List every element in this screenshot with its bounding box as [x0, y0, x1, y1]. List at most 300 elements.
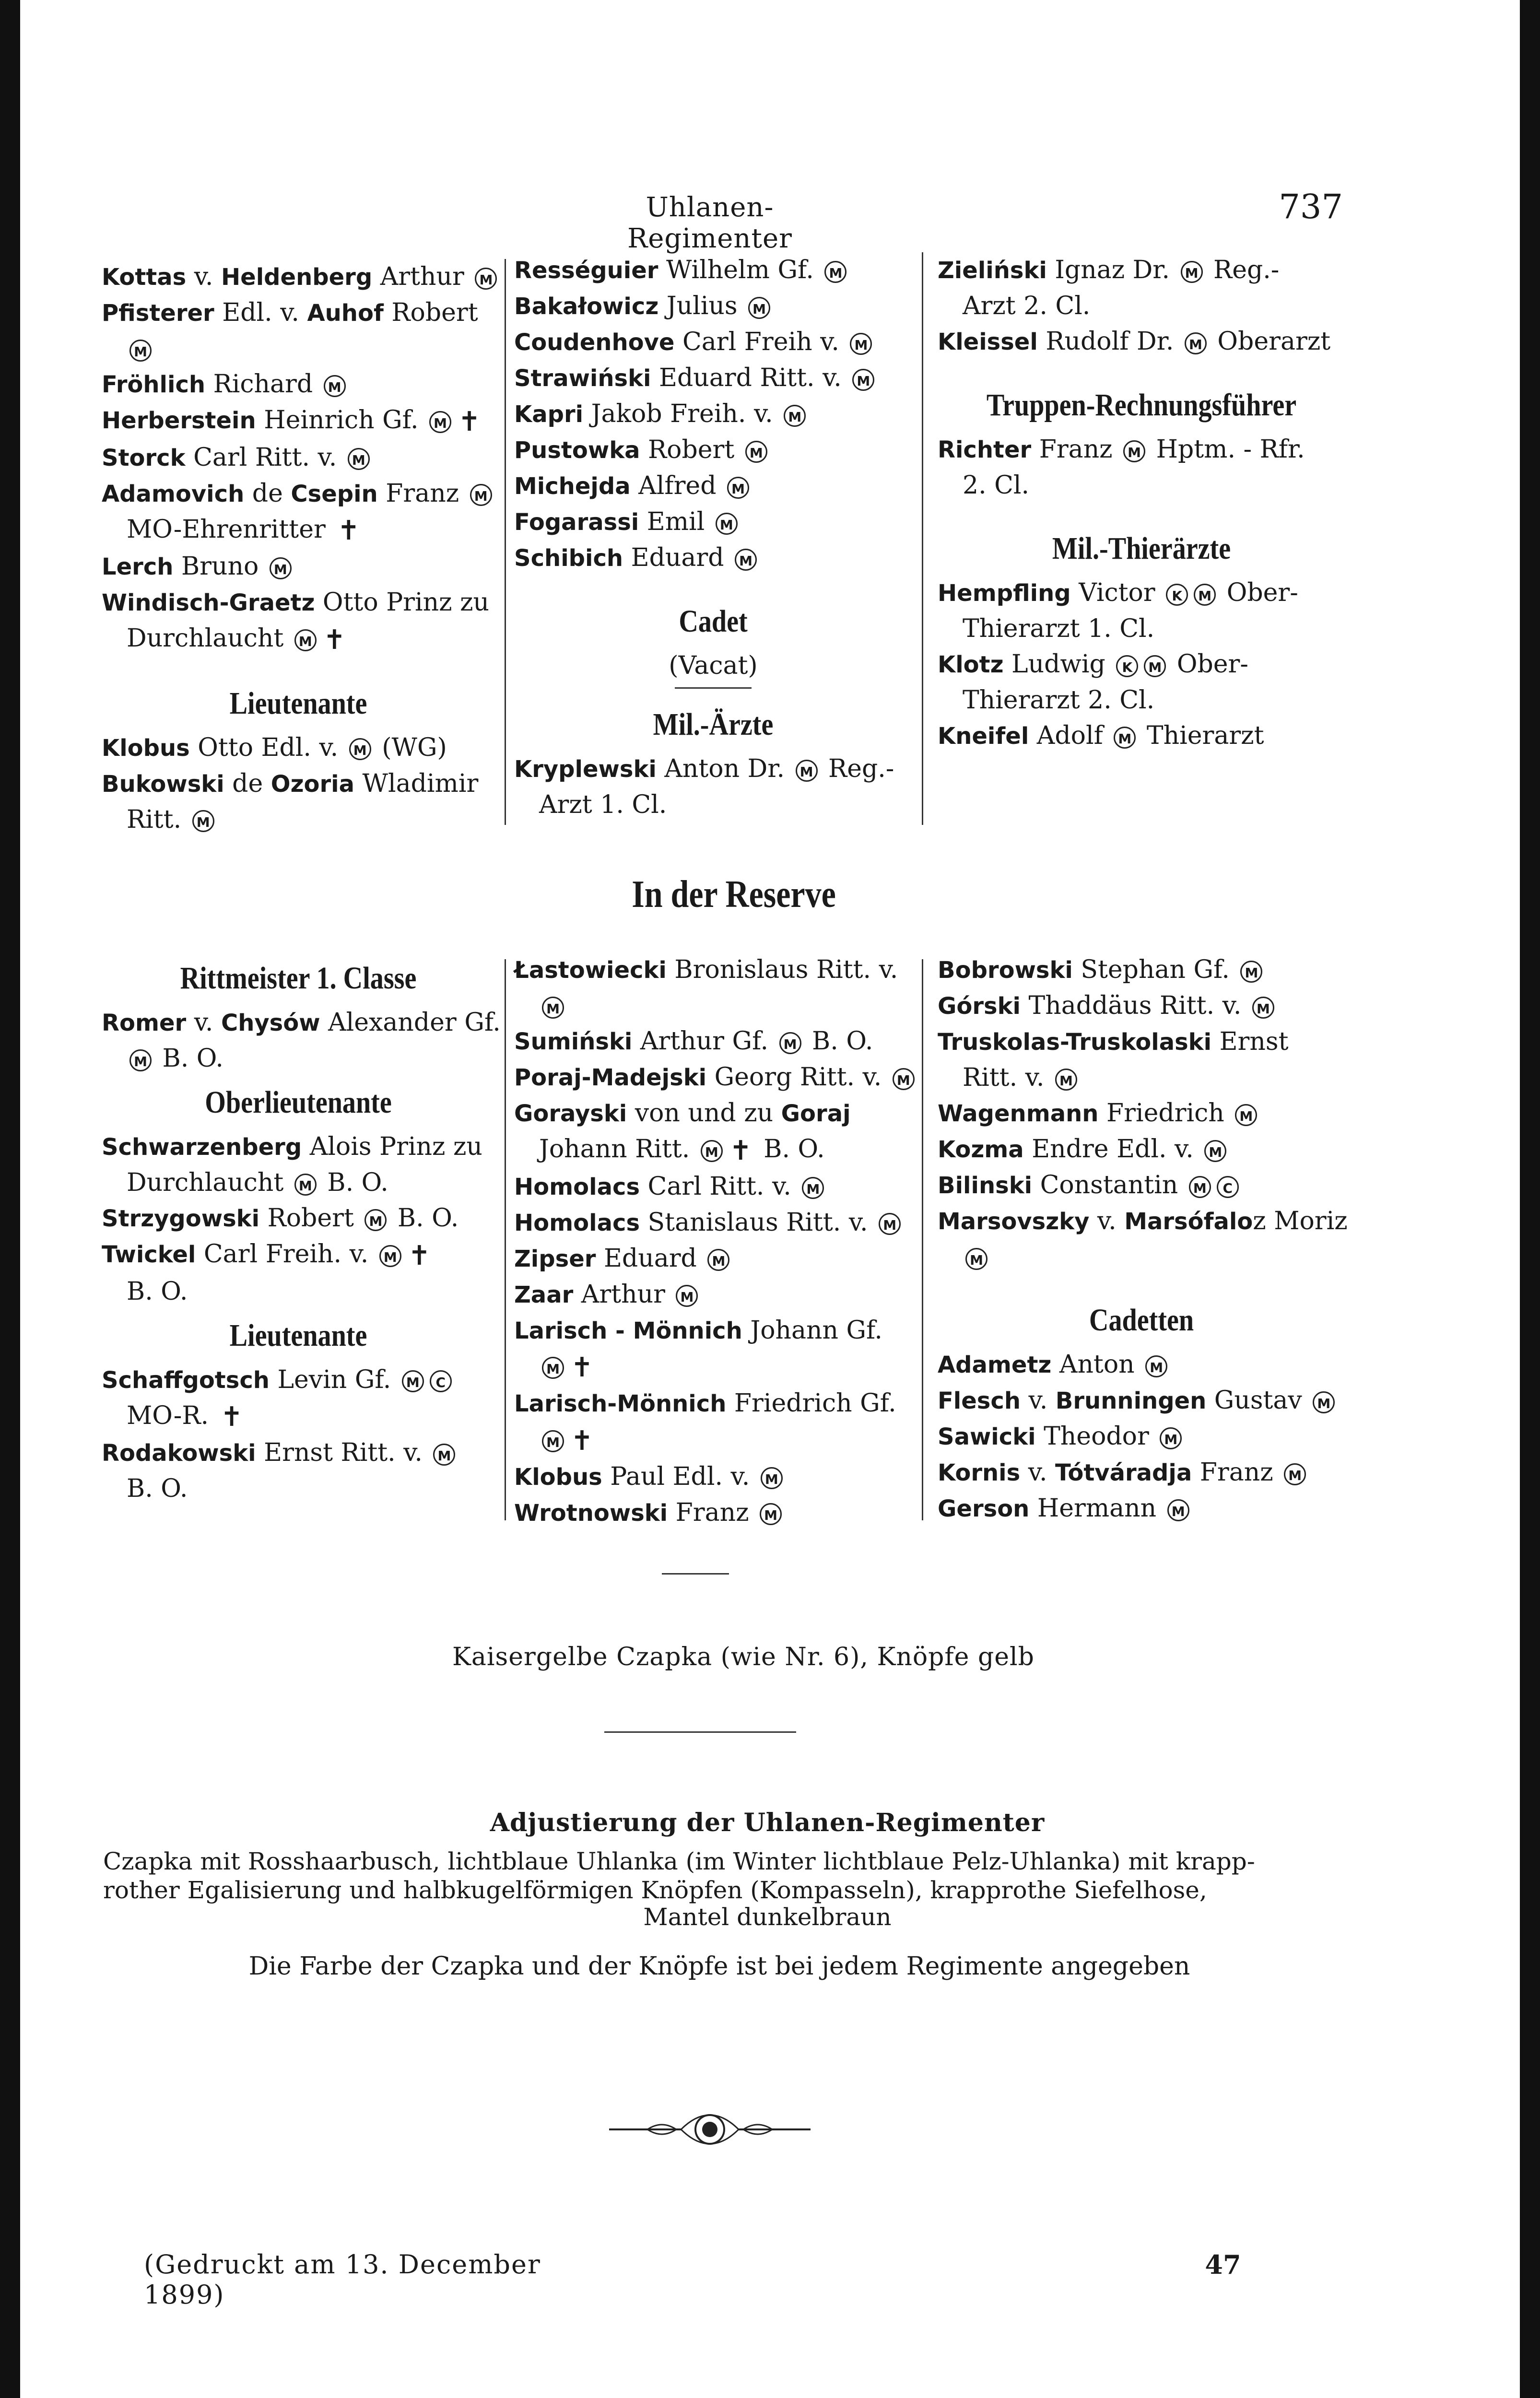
list-item	[102, 802, 495, 837]
entry-text: Wilhelm Gf.	[658, 256, 822, 284]
list-item	[102, 1398, 495, 1435]
column-divider	[922, 959, 923, 1520]
list-item	[938, 952, 1345, 988]
section-heading-cadet: Cadet	[679, 604, 748, 639]
reserve-column-3	[938, 952, 1348, 1527]
list-item	[514, 1059, 912, 1095]
entry-text: Arthur	[573, 1280, 673, 1309]
entry-text: Victor	[1070, 578, 1164, 607]
cross-icon: ✝	[729, 1135, 752, 1166]
medal-m-mark: M	[965, 1248, 987, 1270]
section-heading-truppen: Truppen-Rechnungsführer	[986, 388, 1297, 423]
medal-m-mark: M	[402, 1370, 424, 1392]
entry-text: Eduard	[623, 543, 732, 572]
medal-m-mark: M	[542, 1357, 564, 1379]
medal-m-mark: M	[761, 1467, 783, 1489]
surname: Goraj	[781, 1100, 851, 1127]
entry-text: Ernst	[1211, 1027, 1289, 1056]
cross-icon: ✝	[408, 1240, 431, 1271]
surname: Coudenhove	[514, 329, 675, 356]
list-item	[938, 288, 1345, 324]
medal-m-mark: M	[727, 477, 749, 499]
entry-text: Thierarzt	[1139, 721, 1264, 750]
medal-m-mark: M	[676, 1285, 698, 1307]
list-item	[514, 952, 912, 988]
list-item	[102, 1129, 495, 1165]
entry-text: Franz	[1192, 1458, 1281, 1487]
list-item	[102, 1165, 495, 1200]
surname: Pustowka	[514, 437, 640, 464]
surname: Rodakowski	[102, 1440, 256, 1467]
section-heading-lieutenante: Lieutenante	[229, 685, 367, 721]
cross-icon: ✝	[571, 1425, 593, 1457]
medal-c-mark: C	[430, 1370, 452, 1392]
cross-icon: ✝	[220, 1401, 243, 1433]
printed-date: (Gedruckt am 13. December 1899)	[144, 2249, 541, 2310]
list-item	[938, 647, 1345, 682]
entry-text: Richard	[205, 370, 321, 399]
list-item	[102, 730, 495, 766]
entry-text: Julius	[658, 292, 746, 320]
cross-icon: ✝	[571, 1352, 593, 1383]
list-item	[102, 1041, 495, 1076]
list-item	[938, 575, 1345, 611]
list-item	[514, 288, 912, 324]
adjustierung-line-1: Czapka mit Rosshaarbusch, lichtblaue Uhlanka (im Winter lichtblaue Pelz-Uhlanka) mit krapp-	[103, 1847, 1255, 1875]
page-number: 737	[1279, 187, 1343, 226]
entry-text: Ludwig	[1003, 650, 1114, 679]
entry-text: Carl Ritt. v.	[185, 443, 345, 472]
list-item	[102, 549, 495, 585]
entry-text: B. O.	[154, 1044, 223, 1073]
medal-m-mark: M	[1284, 1463, 1306, 1485]
surname: Windisch-Graetz	[102, 589, 315, 616]
surname: Brunningen	[1055, 1387, 1207, 1414]
surname: Marsovszky	[938, 1208, 1090, 1235]
entry-text: Adolf	[1029, 721, 1111, 750]
surname: Sumiński	[514, 1028, 633, 1055]
list-item	[102, 440, 495, 476]
entry-text: Anton	[1051, 1350, 1143, 1379]
list-item	[514, 252, 912, 288]
surname: Fogarassi	[514, 509, 639, 536]
section-heading-oberlieutenante: Oberlieutenante	[205, 1085, 392, 1120]
surname: Tótváradja	[1055, 1459, 1192, 1486]
surname: Schibich	[514, 545, 623, 572]
reserve-column-2	[514, 952, 912, 1531]
entry-text: de	[244, 479, 291, 508]
list-item	[938, 1024, 1345, 1060]
top-column-2	[514, 252, 912, 823]
list-item	[514, 1349, 912, 1386]
page-title: Uhlanen-Regimenter	[627, 192, 792, 254]
entry-text: Stanislaus Ritt. v.	[640, 1208, 876, 1237]
medal-m-mark: M	[542, 997, 564, 1019]
list-item	[102, 512, 495, 549]
surname: Klobus	[102, 734, 190, 762]
list-item	[102, 766, 495, 802]
medal-m-mark: M	[784, 405, 806, 427]
medal-k-mark: K	[1116, 655, 1138, 677]
entry-text: Robert	[640, 435, 742, 464]
surname: Marsófalo	[1124, 1208, 1253, 1235]
entry-text: v.	[186, 1008, 221, 1037]
surname: Truskolas-Truskolaski	[938, 1029, 1212, 1056]
surname: Łastowiecki	[514, 957, 667, 984]
entry-text: (WG)	[374, 733, 447, 762]
list-item	[938, 1060, 1345, 1095]
entry-text: Ignaz Dr.	[1046, 256, 1178, 284]
entry-text: Durchlaucht	[127, 624, 292, 653]
entry-text: Robert	[259, 1204, 362, 1233]
entry-text: Hptm. - Rfr.	[1148, 435, 1305, 464]
cross-icon: ✝	[337, 515, 360, 546]
list-item	[514, 1277, 912, 1313]
list-item	[938, 252, 1345, 288]
surname: Flesch	[938, 1387, 1021, 1414]
surname: Zieliński	[938, 257, 1047, 284]
surname: Kottas	[102, 264, 187, 291]
entry-text: Levin Gf.	[269, 1365, 399, 1394]
entry-text: B. O.	[127, 1474, 188, 1503]
medal-m-mark: M	[701, 1140, 723, 1162]
surname: Sawicki	[938, 1423, 1036, 1450]
entry-text: Constantin	[1032, 1171, 1186, 1199]
entry-text: MO-Ehrenritter	[127, 515, 334, 544]
entry-text: Edl. v.	[214, 298, 307, 327]
entry-text: Thaddäus Ritt. v.	[1021, 991, 1249, 1020]
adjustierung-line-2: rother Egalisierung und halbkugelförmigen Knöpfen (Kompasseln), krapprothe Siefelhose,	[103, 1876, 1207, 1904]
surname: Bobrowski	[938, 957, 1073, 984]
surname: Kryplewski	[514, 756, 657, 783]
entry-text: Franz	[668, 1498, 757, 1527]
surname: Csepin	[291, 480, 378, 507]
ornament-divider	[609, 2110, 811, 2149]
list-item	[938, 1167, 1345, 1203]
entry-text: Friedrich Gf.	[726, 1389, 896, 1418]
surname: Adametz	[938, 1352, 1052, 1378]
cross-icon: ✝	[458, 406, 481, 437]
surname: Twickel	[102, 1241, 196, 1268]
list-item	[938, 1383, 1345, 1419]
list-item	[938, 324, 1345, 360]
list-item	[938, 432, 1345, 468]
medal-m-mark: M	[850, 333, 872, 355]
surname: Homolacs	[514, 1209, 640, 1236]
entry-text: Carl Freih v.	[674, 328, 847, 356]
medal-m-mark: M	[294, 629, 317, 651]
section-heading-rittmeister: Rittmeister 1. Classe	[180, 961, 417, 996]
list-item	[514, 1313, 912, 1349]
entry-text: Robert	[383, 298, 478, 327]
entry-text: Eduard	[596, 1244, 705, 1273]
entry-text: Hermann	[1029, 1494, 1164, 1523]
medal-m-mark: M	[748, 297, 770, 319]
list-item	[514, 396, 912, 432]
entry-text: Arzt 1. Cl.	[539, 790, 667, 819]
list-item	[514, 504, 912, 540]
entry-text: Wladimir	[354, 769, 479, 798]
entry-text: Thierarzt 2. Cl.	[963, 686, 1155, 715]
surname: Auhof	[307, 300, 384, 327]
entry-text: Rudolf Dr.	[1037, 327, 1182, 356]
section-title-reserve: In der Reserve	[632, 873, 836, 916]
entry-text: Arthur	[372, 262, 472, 291]
entry-text: Ober-	[1219, 578, 1298, 607]
surname: Kapri	[514, 401, 584, 428]
vacat-note: (Vacat)	[669, 651, 758, 680]
divider-rule	[662, 1573, 729, 1575]
list-item	[938, 682, 1345, 718]
medal-m-mark: M	[716, 513, 738, 535]
medal-m-mark: M	[1055, 1069, 1077, 1091]
list-item	[514, 1023, 912, 1059]
list-item	[514, 324, 912, 360]
surname: Herberstein	[102, 407, 256, 434]
surname: Strzygowski	[102, 1205, 260, 1232]
medal-m-mark: M	[433, 1444, 455, 1466]
entry-text: Stephan Gf.	[1072, 955, 1238, 984]
medal-m-mark: M	[1189, 1176, 1211, 1198]
entry-text: Heinrich Gf.	[256, 406, 427, 435]
surname: Schwarzenberg	[102, 1134, 302, 1161]
list-item	[514, 1386, 912, 1422]
medal-m-mark: M	[1123, 440, 1145, 462]
medal-m-mark: M	[429, 411, 451, 433]
medal-m-mark: M	[1252, 997, 1274, 1019]
entry-text: Arzt 2. Cl.	[963, 292, 1091, 320]
entry-text: Bronislaus Ritt. v.	[666, 955, 898, 984]
list-item	[514, 751, 912, 787]
list-item	[514, 1205, 912, 1241]
list-item	[102, 1471, 495, 1506]
list-item	[514, 1169, 912, 1205]
surname: Kornis	[938, 1459, 1021, 1486]
entry-text: Ober-	[1169, 650, 1248, 679]
surname: Rességuier	[514, 257, 658, 284]
surname: Strawiński	[514, 365, 651, 392]
signature-mark: 47	[1205, 2249, 1241, 2280]
list-item	[102, 366, 495, 402]
surname: Zaar	[514, 1281, 574, 1308]
medal-m-mark: M	[852, 369, 874, 391]
medal-m-mark: M	[1204, 1140, 1226, 1162]
medal-m-mark: M	[542, 1430, 564, 1452]
surname: Richter	[938, 436, 1032, 463]
entry-text: Franz	[1031, 435, 1121, 464]
medal-m-mark: M	[745, 441, 767, 463]
medal-m-mark: M	[364, 1209, 387, 1231]
entry-text: von und zu	[627, 1099, 781, 1128]
surname: Heldenberg	[221, 264, 373, 291]
entry-text: Otto Prinz zu	[315, 588, 489, 617]
list-item	[938, 1419, 1345, 1455]
medal-k-mark: K	[1166, 584, 1188, 606]
surname: Bilinski	[938, 1172, 1033, 1199]
entry-text: Moriz	[1266, 1207, 1348, 1235]
entry-text: Paul Edl. v.	[602, 1462, 758, 1491]
medal-m-mark: M	[1194, 584, 1216, 606]
surname: Klotz	[938, 651, 1004, 678]
list-item	[938, 1131, 1345, 1167]
surname: Larisch-Mönnich	[514, 1390, 727, 1417]
medal-m-mark: M	[802, 1177, 824, 1199]
surname: Schaffgotsch	[102, 1366, 270, 1394]
uniform-note: Kaisergelbe Czapka (wie Nr. 6), Knöpfe gelb	[452, 1643, 1035, 1671]
entry-text: Carl Freih. v.	[196, 1240, 376, 1269]
entry-text: B. O.	[319, 1168, 388, 1197]
surname: Zipser	[514, 1245, 596, 1272]
list-item	[938, 1239, 1345, 1275]
list-item	[102, 1435, 495, 1471]
entry-text: Endre Edl. v.	[1023, 1135, 1202, 1164]
list-item	[514, 1422, 912, 1459]
entry-text: de	[224, 769, 271, 798]
surname: Storck	[102, 444, 186, 471]
entry-text: v.	[1089, 1207, 1125, 1235]
entry-text: Thierarzt 1. Cl.	[963, 614, 1155, 643]
column-divider	[505, 259, 506, 825]
adjustierung-title: Adjustierung der Uhlanen-Regimenter	[490, 1808, 1045, 1837]
list-item	[938, 468, 1345, 503]
surname: Wagenmann	[938, 1100, 1099, 1127]
list-item	[938, 611, 1345, 647]
medal-m-mark: M	[475, 268, 497, 290]
list-item	[514, 360, 912, 396]
list-item	[514, 1131, 912, 1169]
entry-text: Ernst Ritt. v.	[256, 1438, 431, 1467]
list-item	[514, 1095, 912, 1131]
entry-text: Ritt.	[127, 805, 189, 834]
medal-m-mark: M	[707, 1249, 729, 1271]
medal-m-mark: M	[1181, 261, 1203, 283]
list-item	[514, 540, 912, 576]
entry-text: Bruno	[173, 552, 267, 581]
entry-text: Johann Gf.	[742, 1316, 882, 1345]
list-item	[102, 1200, 495, 1236]
medal-c-mark: C	[1217, 1176, 1239, 1198]
medal-m-mark: M	[1235, 1104, 1257, 1126]
surname: Romer	[102, 1010, 187, 1036]
list-item	[102, 331, 495, 366]
list-item	[102, 1362, 495, 1398]
entry-text: Georg Ritt. v.	[706, 1063, 890, 1092]
entry-text: Anton Dr.	[656, 754, 793, 783]
entry-text: v.	[1021, 1386, 1056, 1415]
list-item	[102, 1005, 501, 1041]
medal-m-mark: M	[760, 1503, 782, 1525]
list-item	[514, 787, 912, 823]
section-heading-aerzte: Mil.-Ärzte	[653, 707, 774, 742]
medal-m-mark: M	[1185, 332, 1207, 354]
section-heading-thieraerzte: Mil.-Thierärzte	[1052, 531, 1231, 566]
entry-text: Alfred	[630, 471, 725, 500]
entry-text: Gustav	[1206, 1386, 1310, 1415]
medal-m-mark: M	[294, 1174, 317, 1196]
list-item	[102, 1274, 495, 1309]
medal-m-mark: M	[129, 340, 152, 362]
section-heading-lieutenante: Lieutenante	[229, 1317, 367, 1353]
surname: Górski	[938, 993, 1021, 1020]
surname: Homolacs	[514, 1173, 640, 1200]
entry-text: Johann Ritt.	[539, 1135, 698, 1164]
surname: Adamovich	[102, 480, 245, 507]
list-item	[102, 1236, 495, 1274]
medal-m-mark: M	[349, 738, 371, 760]
surname: Kneifel	[938, 723, 1029, 750]
entry-text: Arthur Gf.	[632, 1027, 776, 1056]
medal-m-mark: M	[824, 261, 846, 283]
entry-text: B. O.	[389, 1204, 459, 1233]
list-item	[938, 1203, 1348, 1239]
surname: Lerch	[102, 553, 174, 580]
surname: Kozma	[938, 1136, 1024, 1163]
surname: Fröhlich	[102, 371, 206, 398]
list-item	[514, 1495, 912, 1531]
surname: Poraj-Madejski	[514, 1064, 707, 1091]
entry-text: z	[1253, 1207, 1266, 1235]
entry-text: Emil	[639, 507, 713, 536]
list-item	[938, 718, 1345, 754]
list-item	[514, 468, 912, 504]
list-item	[938, 988, 1345, 1024]
medal-m-mark: M	[348, 448, 370, 470]
column-divider	[922, 252, 923, 825]
entry-text: Carl Ritt. v.	[640, 1172, 799, 1201]
list-item	[514, 432, 912, 468]
list-item	[102, 621, 495, 658]
surname: Kleissel	[938, 329, 1038, 355]
list-item	[102, 402, 495, 440]
list-item	[514, 988, 912, 1023]
entry-text: Durchlaucht	[127, 1168, 292, 1197]
surname: Michejda	[514, 473, 631, 500]
entry-text: Alois Prinz zu	[302, 1132, 482, 1161]
short-rule	[675, 687, 752, 689]
medal-m-mark: M	[779, 1032, 801, 1054]
entry-text: B. O.	[755, 1135, 825, 1164]
medal-m-mark: M	[129, 1049, 152, 1071]
surname: Bukowski	[102, 770, 224, 798]
surname: Bakałowicz	[514, 293, 659, 320]
medal-m-mark: M	[879, 1213, 901, 1235]
entry-text: 2. Cl.	[963, 471, 1030, 500]
reserve-column-1	[102, 952, 501, 1506]
divider-rule	[604, 1731, 796, 1733]
list-item	[102, 476, 495, 512]
entry-text: Franz	[377, 479, 467, 508]
medal-m-mark: M	[270, 557, 292, 579]
entry-text: MO-R.	[127, 1401, 217, 1430]
list-item	[102, 259, 495, 295]
top-column-3	[938, 252, 1345, 754]
surname: Chysów	[221, 1010, 320, 1036]
entry-text: v.	[1020, 1458, 1055, 1487]
entry-text: v.	[186, 262, 221, 291]
surname: Gorayski	[514, 1100, 627, 1127]
medal-m-mark: M	[1313, 1391, 1335, 1413]
cross-icon: ✝	[323, 624, 346, 656]
medal-m-mark: M	[1240, 961, 1262, 983]
entry-text: B. O.	[127, 1277, 188, 1306]
entry-text: Reg.-	[1205, 256, 1280, 284]
entry-text: Alexander Gf.	[320, 1008, 501, 1037]
medal-m-mark: M	[893, 1068, 915, 1090]
entry-text: Otto Edl. v.	[189, 733, 346, 762]
surname: Wrotnowski	[514, 1499, 668, 1527]
entry-text: Reg.-	[820, 754, 894, 783]
medal-m-mark: M	[1167, 1499, 1189, 1521]
